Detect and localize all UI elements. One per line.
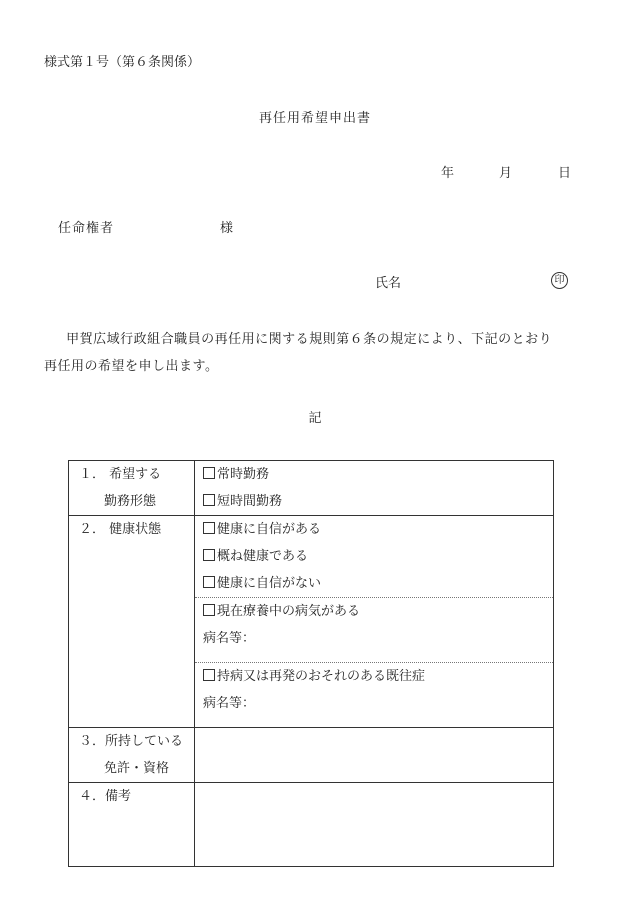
application-table [68,460,554,867]
date-year-label: 年 [441,166,455,181]
health-options-cell [195,516,554,728]
chronic-illness-name-field[interactable]: 病名等： [203,696,256,711]
current-illness-block [195,597,553,662]
option-mostly-healthy[interactable] [195,543,553,570]
honorific: 様 [220,221,234,236]
work-style-label-cell [69,461,195,516]
license-label-line2: 免許・資格 [104,761,170,776]
health-label-cell [69,516,195,728]
option-label: 概ね健康である [217,549,309,564]
spacer [195,652,553,662]
remarks-input-cell[interactable] [195,783,554,867]
date-month-label: 月 [499,166,513,181]
date-day-label: 日 [558,166,572,181]
form-number: 様式第１号（第６条関係） [44,55,201,70]
seal-icon: 印 [551,272,568,289]
option-label: 持病又は再発のおそれのある既往症 [217,669,426,684]
ki-heading: 記 [308,411,322,426]
option-chronic-illness[interactable] [195,663,553,690]
checkbox[interactable] [203,669,215,681]
work-style-label-line1: １． 希望する [79,467,162,482]
request-statement: 甲賀広域行政組合職員の再任用に関する規則第６条の規定により、下記のとおり再任用の希望を申し出ます。 [44,332,553,374]
option-not-confident[interactable] [195,570,553,597]
remarks-label: ４．備考 [79,789,132,804]
license-label-line1: ３．所持している [79,734,184,749]
checkbox[interactable] [203,494,215,506]
work-style-options-cell [195,461,554,516]
remarks-row [69,783,554,867]
current-illness-name-field[interactable]: 病名等： [203,631,256,646]
spacer [195,717,553,727]
checkbox[interactable] [203,467,215,479]
option-label: 現在療養中の病気がある [217,604,361,619]
remarks-label-cell [69,783,195,867]
option-label: 健康に自信がない [217,576,322,591]
license-row [69,728,554,783]
health-label: ２． 健康状態 [79,522,162,537]
option-fulltime[interactable] [195,461,553,488]
health-row [69,516,554,728]
option-label: 短時間勤務 [217,494,283,509]
checkbox[interactable] [203,522,215,534]
license-label-cell [69,728,195,783]
option-label: 健康に自信がある [217,522,322,537]
page-title: 再任用希望申出書 [258,111,371,126]
option-confident[interactable] [195,516,553,543]
option-label: 常時勤務 [217,467,270,482]
option-current-illness[interactable] [195,598,553,625]
chronic-illness-block [195,662,553,727]
work-style-label-line2: 勤務形態 [104,494,157,509]
checkbox[interactable] [203,604,215,616]
checkbox[interactable] [203,549,215,561]
work-style-row [69,461,554,516]
appointer-label: 任命権者 [58,221,115,236]
name-label: 氏名 [375,276,402,291]
checkbox[interactable] [203,576,215,588]
option-shorttime[interactable] [195,488,553,515]
license-input-cell[interactable] [195,728,554,783]
